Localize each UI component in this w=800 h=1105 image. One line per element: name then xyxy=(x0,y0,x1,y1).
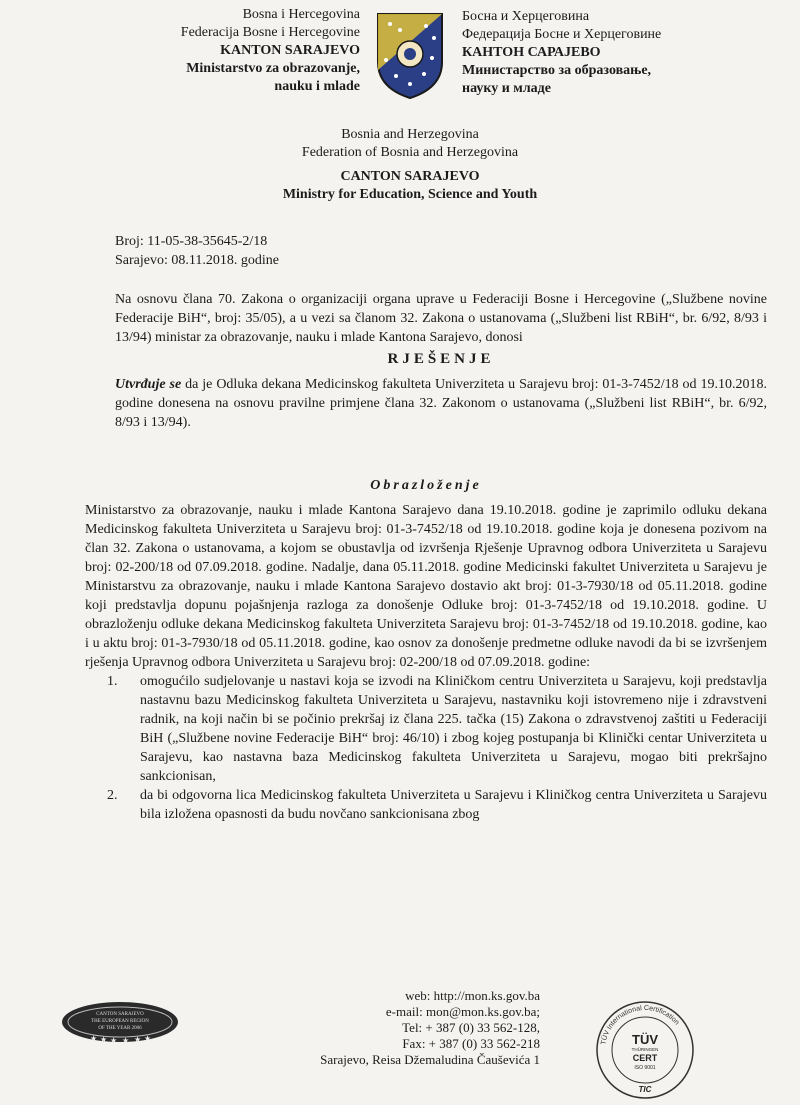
document-number: Broj: 11-05-38-35645-2/18 xyxy=(115,234,268,249)
svg-text:★: ★ xyxy=(110,1036,118,1045)
explanation-paragraph: Ministarstvo za obrazovanje, nauku i mlade Kantona Sarajevo dana 19.10.2018. godine je zaprimilo odluku dekana Medicinskog fakulteta Univerziteta u Sarajevu broj: 01-3-7452/18 od 19.10.2018. godine koja je donesena pozivom na član 32. Zakona o ustanovama, a kojom se obustavlja od izvršenja Rješenje Upravnog odbora Univerziteta u Sarajevu broj: 02-200/18 od 07.09.2018. godine. Nadalje, dana 05.11.2018. godine Medicinski fakultet Univerziteta u Sarajevu je Ministarstvu za obrazovanje, nauku i mlade Kantona Sarajevo dostavio akt broj: 01-3-7930/18 od 05.11.2018. godine koji predstavlja dopunu pojašnjenja razloga za donošenje Odluke broj: 01-3-7452/18 od 19.10.2018. godine. U obrazloženju odluke dekana Medicinskog fakulteta Univerziteta Sarajevu broj: 01-3-7452/18 od 19.10.2018. godine, kao i u aktu broj: 01-3-7930/18 od 05.11.2018. godine, kao osnov za donošenje predmetne odluke navodi da bi se izvršenjem rješenja Upravnog odbora Univerziteta u Sarajevu broj: 02-200/18 od 07.09.2018. godine: xyxy=(85,503,767,670)
intro-paragraph: Na osnovu člana 70. Zakona o organizaciji organa uprave u Federaciji Bosne i Hercegovine („Službene novine Federacije BiH“, broj: 35/05), a u vezi sa članom 32. Zakona o ustanovama („Službeni list RBiH“, br. 6/92, 8/93 i 13/94) ministar za obrazovanje, nauku i mlade Kantona Sarajevo, donosi xyxy=(115,292,767,345)
footer-web: web: http://mon.ks.gov.ba xyxy=(405,988,540,1003)
list-item-text: omogućilo sudjelovanje u nastavi koja se izvodi na Kliničkom centru Univerziteta u Sarajevu, koji predstavlja nastavnu bazu Medicinskog fakulteta Univerziteta u Sarajevu, nastavniku koji istovremeno nije i zdravstveni radnik, na koji način bi se počinio prekršaj iz člana 225. tačka (15) Zakona o zdravstvenoj zaštiti u Federaciji BiH („Službene novine Federacije BiH“ broj: 46/10) i zbog kojeg postupanja bi Klinički centar Univerziteta u Sarajevu, kao nastavna baza Medicinskog fakulteta Univerziteta u Sarajevu, mogao biti prekršajno sankcionisan, xyxy=(140,674,767,784)
european-region-badge xyxy=(60,1000,180,1046)
ministry-cyrillic-1: Министарство за образовање, xyxy=(462,63,652,78)
list-item-number: 2. xyxy=(107,788,118,803)
ministry-latin-2: nauku i mlade xyxy=(274,79,360,94)
footer-fax: Fax: + 387 (0) 33 562-218 xyxy=(402,1036,540,1051)
country-latin: Bosna i Hercegovina xyxy=(242,7,360,22)
letterhead-english xyxy=(200,126,620,204)
document-body-explanation xyxy=(85,478,767,824)
list-item-number: 1. xyxy=(107,674,118,689)
federation-cyrillic: Федерација Босне и Херцеговине xyxy=(462,27,662,42)
document-date: Sarajevo: 08.11.2018. godine xyxy=(115,253,279,268)
decision-lead: Utvrđuje se xyxy=(115,377,182,392)
document-title: RJEŠENJE xyxy=(387,351,495,367)
footer-address: Sarajevo, Reisa Džemaludina Čauševića 1 xyxy=(320,1052,540,1067)
footer-contacts xyxy=(230,988,540,1068)
canton-cyrillic: КАНТОН САРАЈЕВО xyxy=(462,45,601,60)
tuv-sub: THÜRINGEN xyxy=(631,1047,659,1052)
svg-text:★: ★ xyxy=(122,1036,130,1045)
canton-latin: KANTON SARAJEVO xyxy=(220,43,360,58)
document-references xyxy=(115,232,279,270)
tuv-iso: ISO 9001 xyxy=(634,1065,656,1071)
canton-english: CANTON SARAJEVO xyxy=(340,169,480,184)
ministry-cyrillic-2: науку и младе xyxy=(462,81,551,96)
footer-tel: Tel: + 387 (0) 33 562-128, xyxy=(402,1020,540,1035)
federation-english: Federation of Bosnia and Herzegovina xyxy=(301,145,519,160)
explanation-heading: Obrazloženje xyxy=(370,478,482,493)
list-item xyxy=(85,786,767,824)
svg-text:★: ★ xyxy=(134,1035,142,1044)
letterhead-cyrillic xyxy=(462,8,762,98)
tuv-cert: CERT xyxy=(632,1053,658,1063)
letterhead-latin xyxy=(70,6,360,96)
ministry-english: Ministry for Education, Science and Youth xyxy=(282,187,538,202)
country-cyrillic: Босна и Херцеговина xyxy=(462,9,590,24)
country-english: Bosnia and Herzegovina xyxy=(341,127,479,142)
federation-latin: Federacija Bosne i Hercegovine xyxy=(180,25,360,40)
canton-crest-icon xyxy=(370,10,450,100)
tuv-brand: TÜV xyxy=(632,1032,658,1047)
badge-line-2: THE EUROPEAN REGION xyxy=(91,1019,149,1024)
svg-text:★: ★ xyxy=(144,1034,152,1043)
decision-text: da je Odluka dekana Medicinskog fakulteta Univerziteta u Sarajevu broj: 01-3-7452/18 od 19.10.2018. godine donesena na osnovu pravilne primjene člana 32. Zakonom o ustanovama („Službeni list RBiH“, br. 6/92, 8/93 i 13/94). xyxy=(115,377,768,430)
ministry-latin-1: Ministarstvo za obrazovanje, xyxy=(186,61,360,76)
svg-text:★: ★ xyxy=(90,1034,98,1043)
svg-text:★: ★ xyxy=(100,1035,108,1044)
decision-paragraph xyxy=(115,375,767,432)
tuv-certification-seal xyxy=(595,1000,695,1100)
badge-line-1: CANTON SARAJEVO xyxy=(96,1012,144,1017)
badge-line-3: OF THE YEAR 2006 xyxy=(98,1026,142,1031)
tuv-ring-text: TÜV International Certification xyxy=(600,1004,681,1046)
document-body-top xyxy=(115,290,767,432)
footer-email: e-mail: mon@mon.ks.gov.ba; xyxy=(385,1004,540,1019)
tuv-code: TIC xyxy=(638,1085,652,1094)
explanation-list xyxy=(85,672,767,824)
list-item xyxy=(85,672,767,786)
list-item-text: da bi odgovorna lica Medicinskog fakulteta Univerziteta u Sarajevu i Kliničkog centra Univerziteta u Sarajevu bila izložena opasnosti da budu novčano sankcionisana zbog xyxy=(140,788,767,822)
